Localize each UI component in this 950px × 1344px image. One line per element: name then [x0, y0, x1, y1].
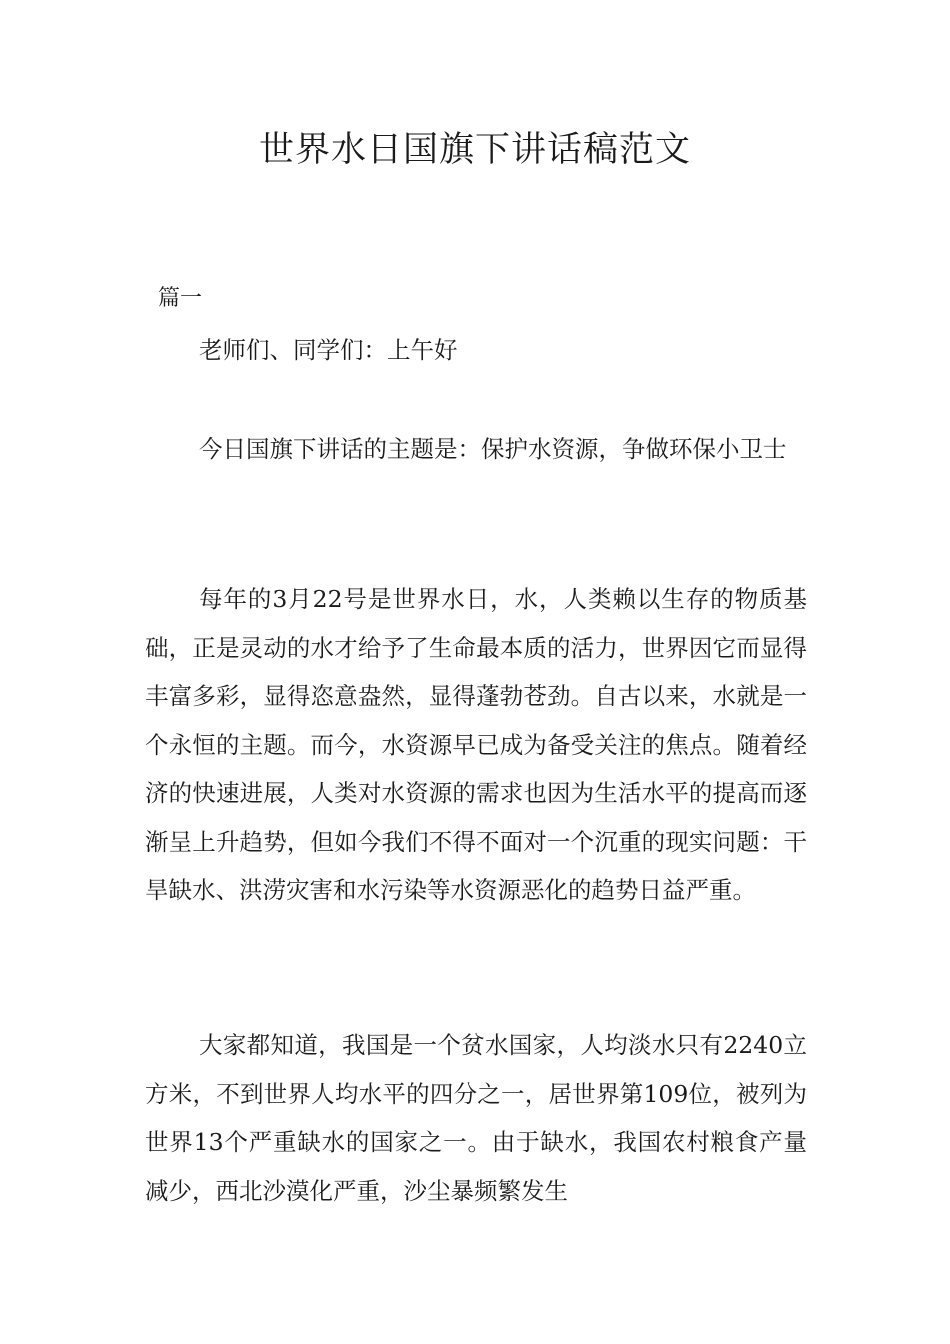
paragraph-theme: 今日国旗下讲话的主题是：保护水资源，争做环保小卫士 — [199, 435, 787, 463]
section-label: 篇一 — [158, 286, 203, 311]
paragraph-greeting: 老师们、同学们：上午好 — [199, 336, 458, 364]
paragraph-china-water-shortage: 大家都知道，我国是一个贫水国家，人均淡水只有2240立方米，不到世界人均水平的四分之一，居世界第109位，被列为世界13个严重缺水的国家之一。由于缺水，我国农村粮食产量减少，西北沙漠化严重，沙尘暴频繁发生 — [145, 1031, 807, 1205]
paragraph-water-day: 每年的3月22号是世界水日，水，人类赖以生存的物质基础，正是灵动的水才给予了生命最本质的活力，世界因它而显得丰富多彩，显得恣意盎然，显得蓬勃苍劲。自古以来，水就是一个永恒的主题。而今，水资源早已成为备受关注的焦点。随着经济的快速进展，人类对水资源的需求也因为生活水平的提高而逐渐呈上升趋势，但如今我们不得不面对一个沉重的现实问题：干旱缺水、洪涝灾害和水污染等水资源恶化的趋势日益严重。 — [145, 585, 807, 904]
document-title: 世界水日国旗下讲话稿范文 — [258, 130, 691, 170]
